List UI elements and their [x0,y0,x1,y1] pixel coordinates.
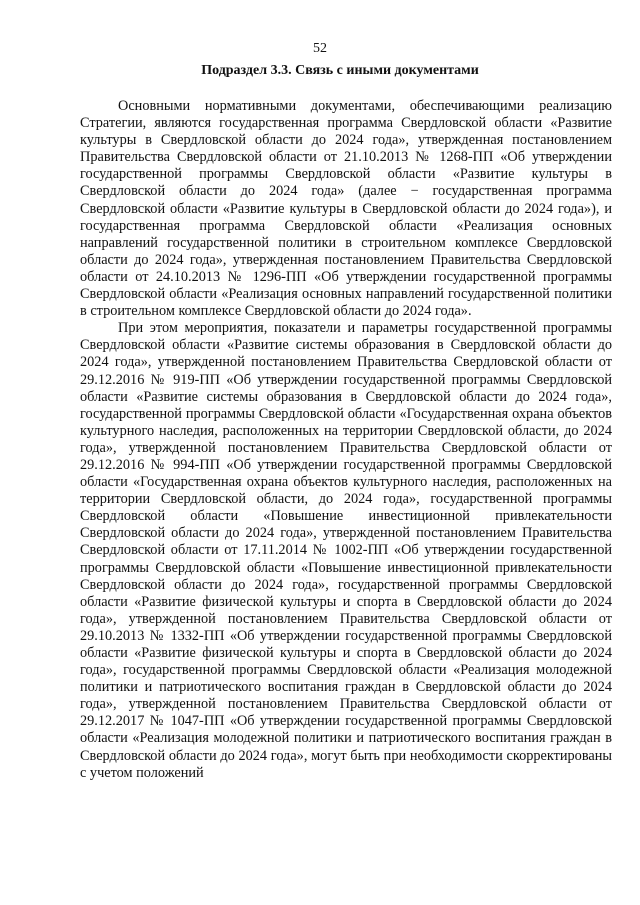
section-heading: Подраздел 3.3. Связь с иными документами [201,63,479,78]
page-number: 52 [313,41,327,56]
paragraph: Основными нормативными документами, обеспечивающими реализацию Стратегии, являются государственная программа Свердловской области «Развитие культуры в Свердловской области до 2024 года», утвержденная постановлением Правительства Свердловской области от 21.10.2013 № 1268-ПП «Об утверждении государственной программы Свердловской области «Развитие культуры в Свердловской области до 2024 года» (далее − государственная программа Свердловской области «Развитие культуры в Свердловской области до 2024 года»), и государственная программа Свердловской области «Реализация основных направлений государственной политики в строительном комплексе Свердловской области до 2024 года», утвержденная постановлением Правительства Свердловской области от 24.10.2013 № 1296-ПП «Об утверждении государственной программы Свердловской области «Реализация основных направлений государственной политики в строительном комплексе Свердловской области до 2024 года». [80,98,612,320]
paragraph: При этом мероприятия, показатели и параметры государственной программы Свердловской области «Развитие системы образования в Свердловской области до 2024 года», утвержденной постановлением Правительства Свердловской области от 29.12.2016 № 919-ПП «Об утверждении государственной программы Свердловской области «Развитие системы образования в Свердловской области до 2024 года», государственной программы Свердловской области «Государственная охрана объектов культурного наследия, расположенных на территории Свердловской области, до 2024 года», утвержденной постановлением Правительства Свердловской области от 29.12.2016 № 994-ПП «Об утверждении государственной программы Свердловской области «Государственная охрана объектов культурного наследия, расположенных на территории Свердловской области, до 2024 года», государственной программы Свердловской области «Повышение инвестиционной привлекательности Свердловской области до 2024 года», утвержденной постановлением Правительства Свердловской области от 17.11.2014 № 1002-ПП «Об утверждении государственной программы Свердловской области «Повышение инвестиционной привлекательности Свердловской области до 2024 года», государственной программы Свердловской области «Развитие физической культуры и спорта в Свердловской области до 2024 года», утвержденной постановлением Правительства Свердловской области от 29.10.2013 № 1332-ПП «Об утверждении государственной программы Свердловской области «Развитие физической культуры и спорта в Свердловской области до 2024 года», государственной программы Свердловской области «Реализация молодежной политики и патриотического воспитания граждан в Свердловской области до 2024 года», утвержденной постановлением Правительства Свердловской области от 29.12.2017 № 1047-ПП «Об утверждении государственной программы Свердловской области «Реализация молодежной политики и патриотического воспитания граждан в Свердловской области до 2024 года», могут быть при необходимости скорректированы с учетом положений [80,320,612,781]
body-text [80,98,612,782]
